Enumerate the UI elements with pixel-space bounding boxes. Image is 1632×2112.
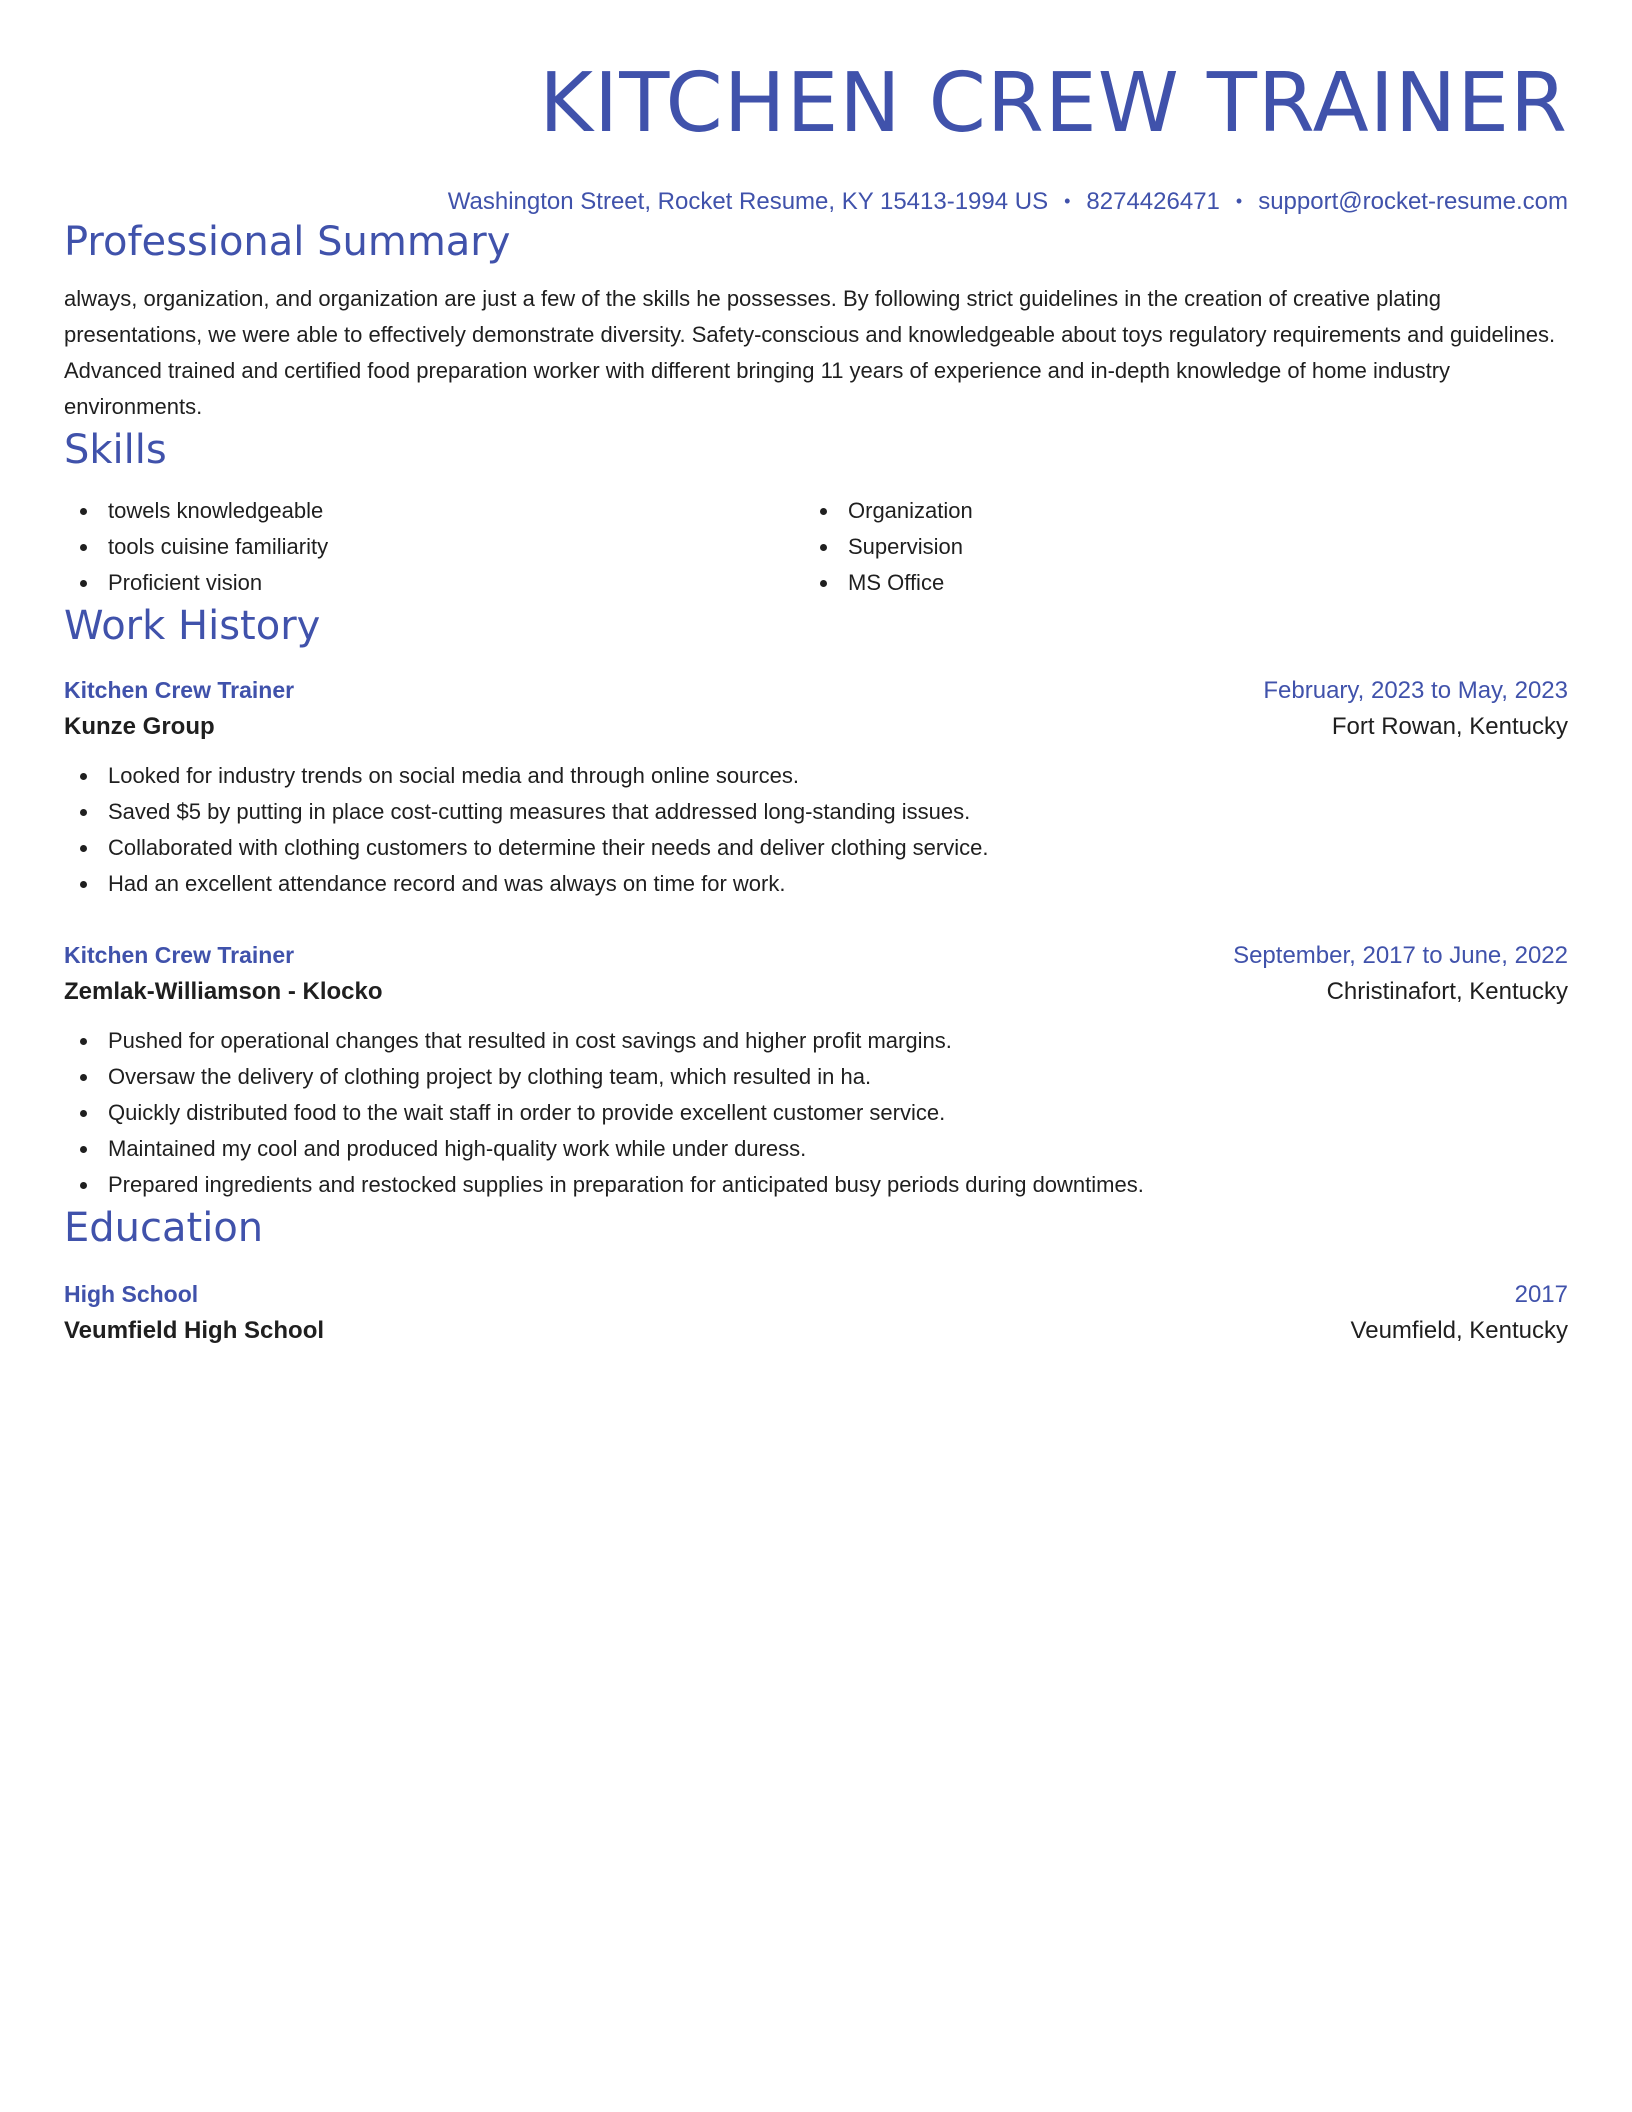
- education-degree: High School: [64, 1281, 199, 1307]
- work-history-heading: Work History: [64, 603, 321, 649]
- job-dates: September, 2017 to June, 2022: [1233, 942, 1568, 969]
- skill-item: Supervision: [804, 529, 1544, 565]
- job-bullet: Collaborated with clothing customers to determine their needs and deliver clothing service.: [64, 830, 1568, 866]
- job-title-row: [64, 938, 1568, 973]
- job-bullet: Looked for industry trends on social media and through online sources.: [64, 758, 1568, 794]
- skills-column-right: [804, 493, 1544, 601]
- job-entry: [64, 673, 1568, 902]
- job-title: Kitchen Crew Trainer: [64, 677, 295, 703]
- job-location: Christinafort, Kentucky: [1326, 978, 1568, 1005]
- job-bullet: Pushed for operational changes that resulted in cost savings and higher profit margins.: [64, 1023, 1568, 1059]
- contact-email: support@rocket-resume.com: [1258, 188, 1568, 215]
- job-title-row: [64, 673, 1568, 708]
- job-location: Fort Rowan, Kentucky: [1331, 713, 1568, 740]
- education-degree-row: [64, 1277, 1568, 1312]
- resume-header: [64, 52, 1568, 217]
- education-heading: Education: [64, 1205, 264, 1251]
- job-company-row: [64, 973, 1568, 1011]
- skill-item: towels knowledgeable: [64, 493, 804, 529]
- job-bullet: Maintained my cool and produced high-quality work while under duress.: [64, 1131, 1568, 1167]
- contact-line: [64, 186, 1568, 217]
- job-entry: [64, 938, 1568, 1203]
- job-bullet: Prepared ingredients and restocked supplies in preparation for anticipated busy periods during downtimes.: [64, 1167, 1568, 1203]
- contact-separator: •: [1064, 191, 1071, 211]
- education-location: Veumfield, Kentucky: [1350, 1317, 1568, 1344]
- skill-item: Proficient vision: [64, 565, 804, 601]
- job-dates: February, 2023 to May, 2023: [1263, 677, 1568, 704]
- skill-item: MS Office: [804, 565, 1544, 601]
- job-company-row: [64, 708, 1568, 746]
- job-bullets: [64, 1023, 1568, 1203]
- job-bullets: [64, 758, 1568, 902]
- education-school-row: [64, 1312, 1568, 1350]
- job-title: Kitchen Crew Trainer: [64, 942, 295, 968]
- job-bullet: Saved $5 by putting in place cost-cutting measures that addressed long-standing issues.: [64, 794, 1568, 830]
- summary-heading: Professional Summary: [64, 219, 511, 265]
- contact-phone: 8274426471: [1086, 188, 1220, 215]
- skill-item: tools cuisine familiarity: [64, 529, 804, 565]
- skills-heading: Skills: [64, 427, 167, 473]
- summary-text: always, organization, and organization are just a few of the skills he possesses. By following strict guidelines in the creation of creative plating presentations, we were able to effectively demonstrate diversity. Safety-conscious and knowledgeable about toys regulatory requirements and guidelines. Advanced trained and certified food preparation worker with different bringing 11 years of experience and in-depth knowledge of home industry environments.: [64, 286, 1556, 419]
- education-entry: [64, 1277, 1568, 1350]
- skills-column-left: [64, 493, 804, 601]
- contact-address: Washington Street, Rocket Resume, KY 15413-1994 US: [447, 188, 1049, 215]
- job-company: Kunze Group: [64, 713, 215, 740]
- education-school: Veumfield High School: [64, 1317, 325, 1344]
- skills-list: [64, 493, 1568, 601]
- skill-item: Organization: [804, 493, 1544, 529]
- candidate-name: KITCHEN CREW TRAINER: [539, 56, 1568, 151]
- education-year: 2017: [1514, 1281, 1568, 1308]
- job-bullet: Quickly distributed food to the wait staff in order to provide excellent customer service.: [64, 1095, 1568, 1131]
- job-bullet: Oversaw the delivery of clothing project by clothing team, which resulted in ha.: [64, 1059, 1568, 1095]
- contact-separator: •: [1235, 191, 1243, 211]
- job-company: Zemlak-Williamson - Klocko: [64, 978, 383, 1005]
- job-bullet: Had an excellent attendance record and was always on time for work.: [64, 866, 1568, 902]
